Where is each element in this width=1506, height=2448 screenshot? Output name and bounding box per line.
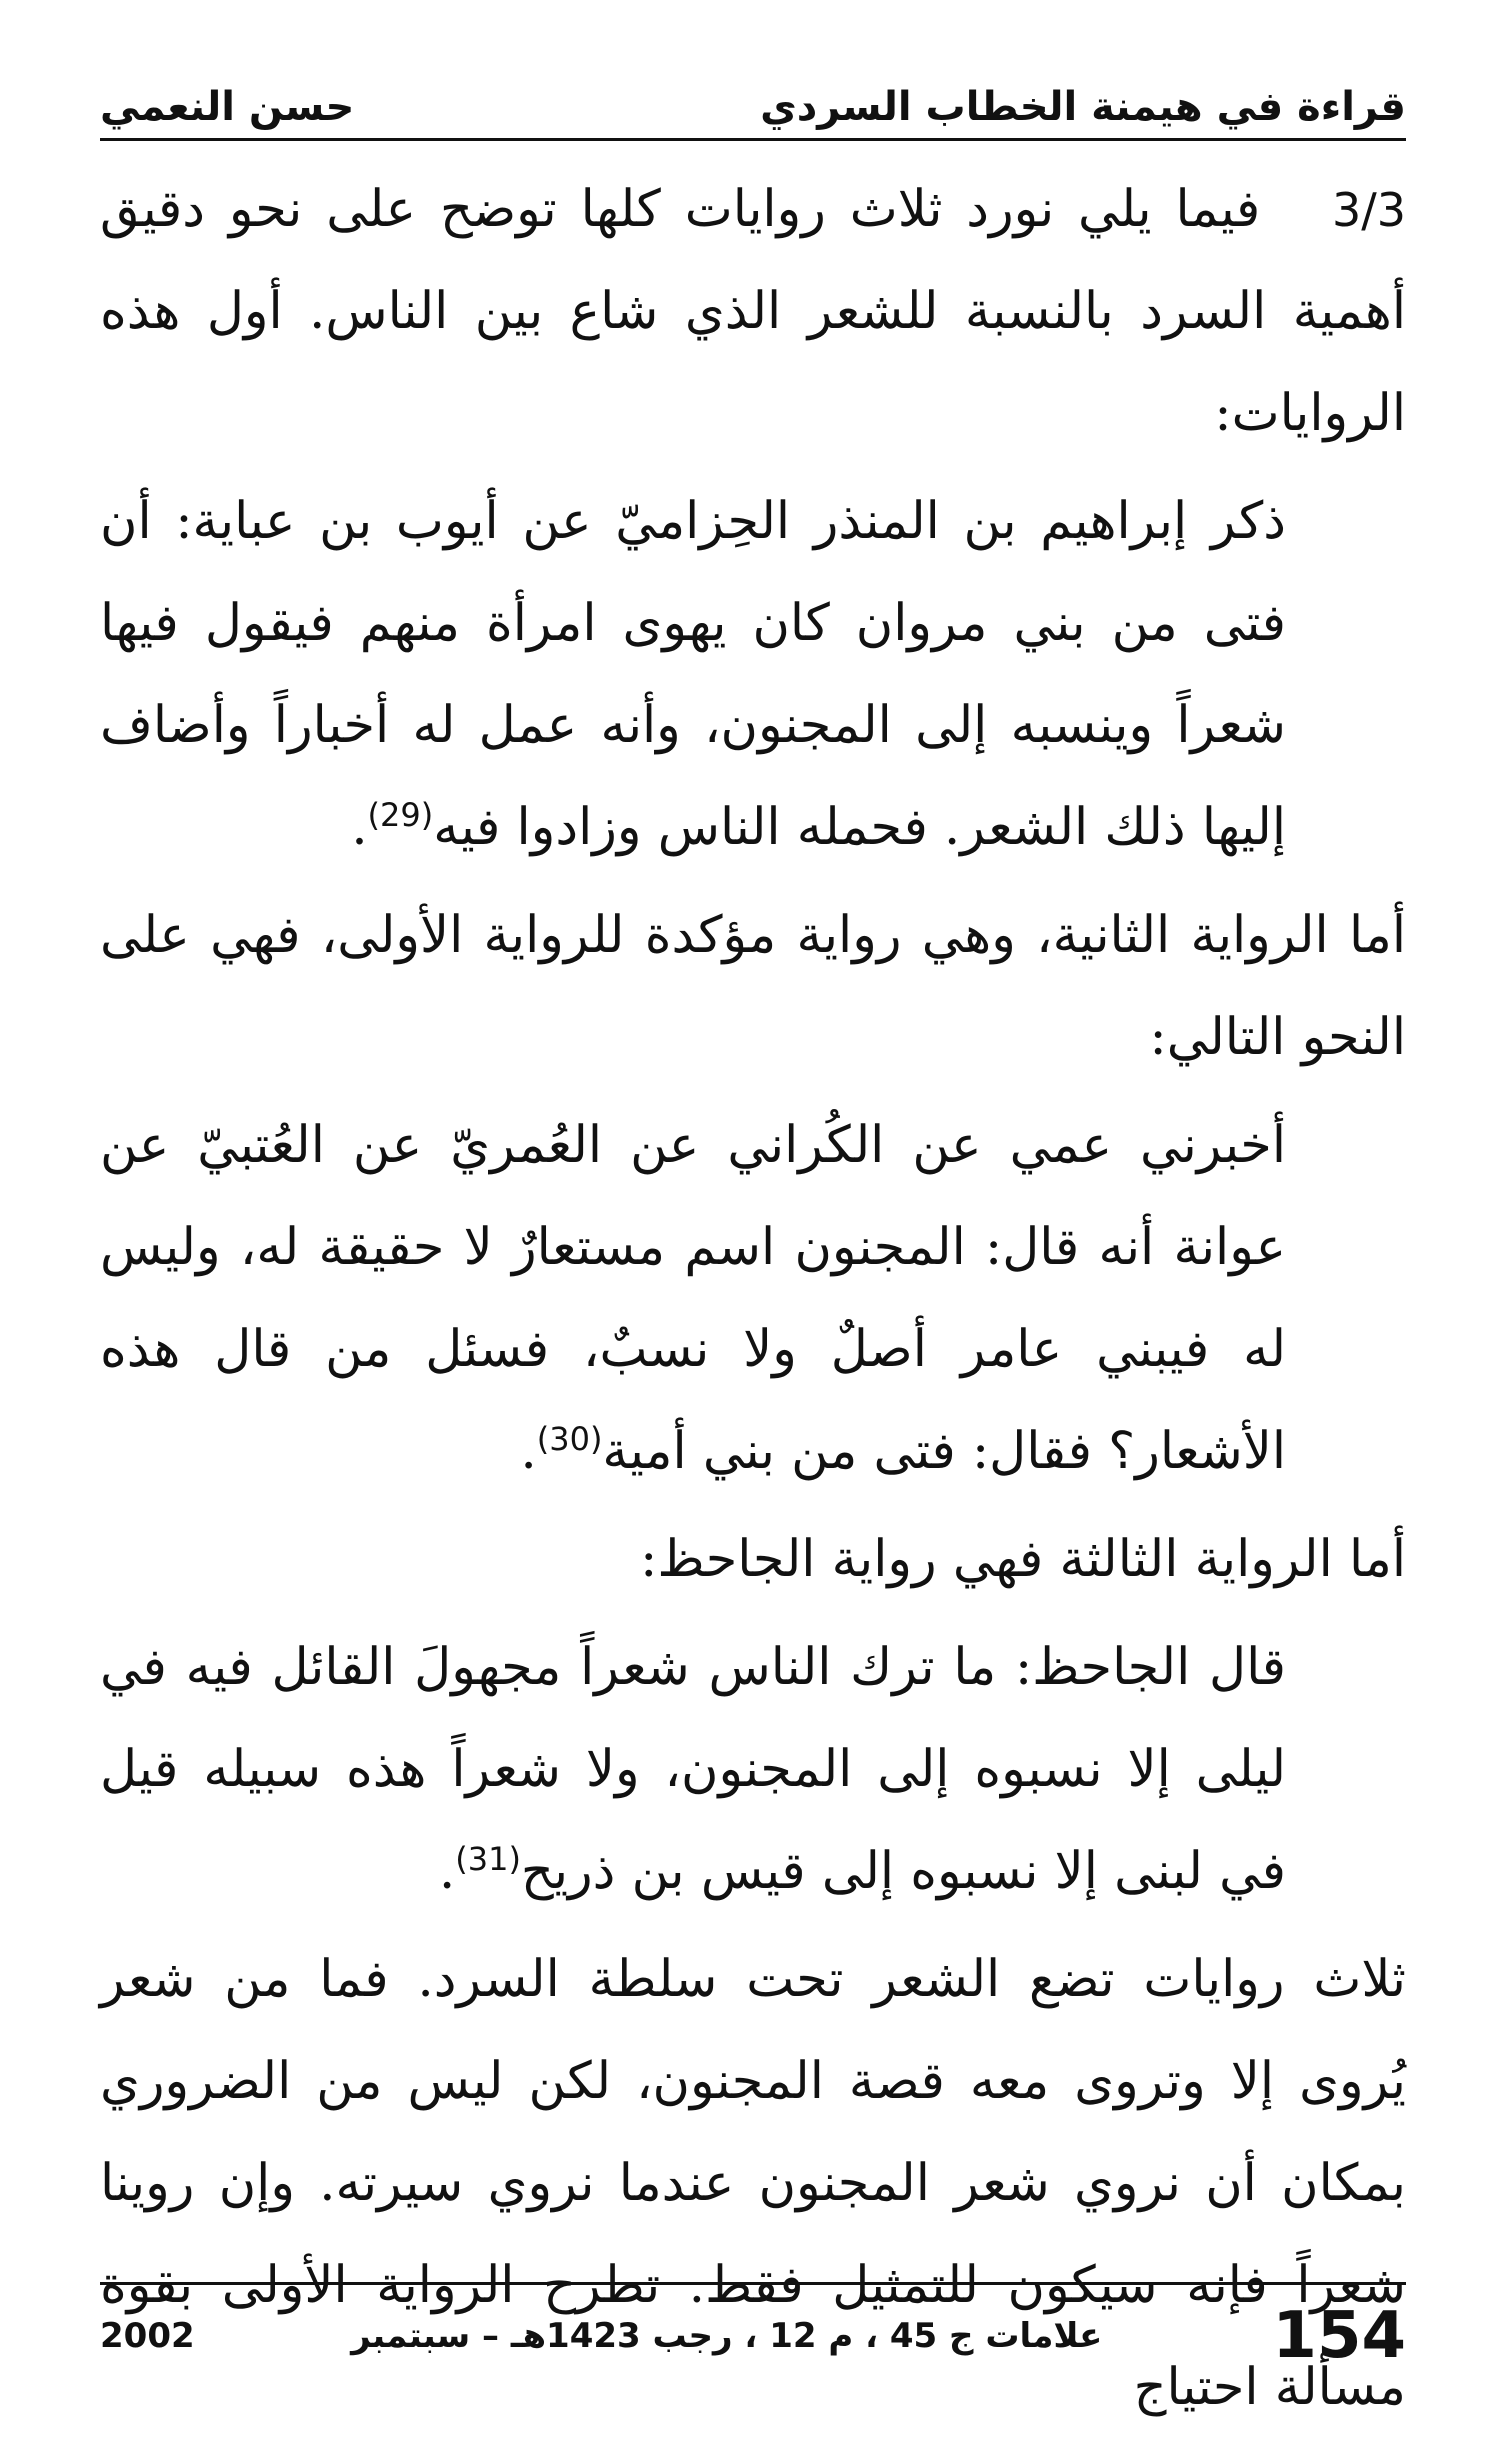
journal-citation: علامات ج 45 ، م 12 ، رجب 1423هـ – سبتمبر <box>351 2316 1103 2356</box>
quote-3-end: . <box>439 1842 456 1901</box>
quote-1 <box>100 471 1286 879</box>
footnote-ref-30: (30) <box>536 1420 603 1458</box>
header-rule <box>100 138 1406 141</box>
section-number: 3/3 <box>1331 183 1406 237</box>
footnote-ref-31: (31) <box>455 1840 521 1878</box>
intro-text: فيما يلي نورد ثلاث روايات كلها توضح على نحو دقيق أهمية السرد بالنسبة للشعر الذي شاع بين الناس. أول هذه الروايات: <box>100 180 1406 443</box>
running-header <box>100 40 1406 130</box>
quote-2-end: . <box>520 1422 537 1481</box>
document-page <box>100 40 1406 2417</box>
quote-2-text: أخبرني عمي عن الكُراني عن العُمريّ عن العُتبيّ عن عوانة أنه قال: المجنون اسم مستعارٌ لا حقيقة له، وليس له فيبني عامر أصلٌ ولا نسبٌ، فسئل من قال هذه الأشعار؟ فقال: فتى من بني أمية <box>100 1116 1286 1481</box>
page-number: 154 <box>1272 2299 1406 2373</box>
footer-year: 2002 <box>100 2316 195 2356</box>
header-author: حسن النعمي <box>100 84 355 130</box>
page-footer <box>100 2282 1406 2373</box>
quote-3 <box>100 1617 1286 1923</box>
quote-3-text: قال الجاحظ: ما ترك الناس شعراً مجهولَ القائل فيه في ليلى إلا نسبوه إلى المجنون، ولا شعراً هذه سبيله قيل في لبنى إلا نسبوه إلى قيس بن ذريح <box>100 1638 1286 1901</box>
quote-1-text: ذكر إبراهيم بن المنذر الحِزاميّ عن أيوب بن عباية: أن فتى من بني مروان كان يهوى امرأة منهم فيقول فيها شعراً وينسبه إلى المجنون، وأنه عمل له أخباراً وأضاف إليها ذلك الشعر. فحمله الناس وزادوا فيه <box>100 492 1286 857</box>
footnote-ref-29: (29) <box>367 796 434 834</box>
footer-rule <box>100 2282 1406 2285</box>
paragraph-2: أما الرواية الثانية، وهي رواية مؤكدة للرواية الأولى، فهي على النحو التالي: <box>100 906 1406 1067</box>
paragraph-4: ثلاث روايات تضع الشعر تحت سلطة السرد. فما من شعر يُروى إلا وتروى معه قصة المجنون، لكن ليس من الضروري بمكان أن نروي شعر المجنون عندما نروي سيرته. وإن روينا شعراً فإنه سيكون للتمثيل فقط. تطرح الرواية الأولى بقوة مسألة احتياج <box>100 1950 1406 2417</box>
paragraph-3: أما الرواية الثالثة فهي رواية الجاحظ: <box>640 1530 1406 1589</box>
header-title: قراءة في هيمنة الخطاب السردي <box>760 84 1406 130</box>
quote-2 <box>100 1095 1286 1503</box>
quote-1-end: . <box>351 798 368 857</box>
body-text <box>100 159 1406 2439</box>
intro-paragraph <box>100 159 1406 465</box>
